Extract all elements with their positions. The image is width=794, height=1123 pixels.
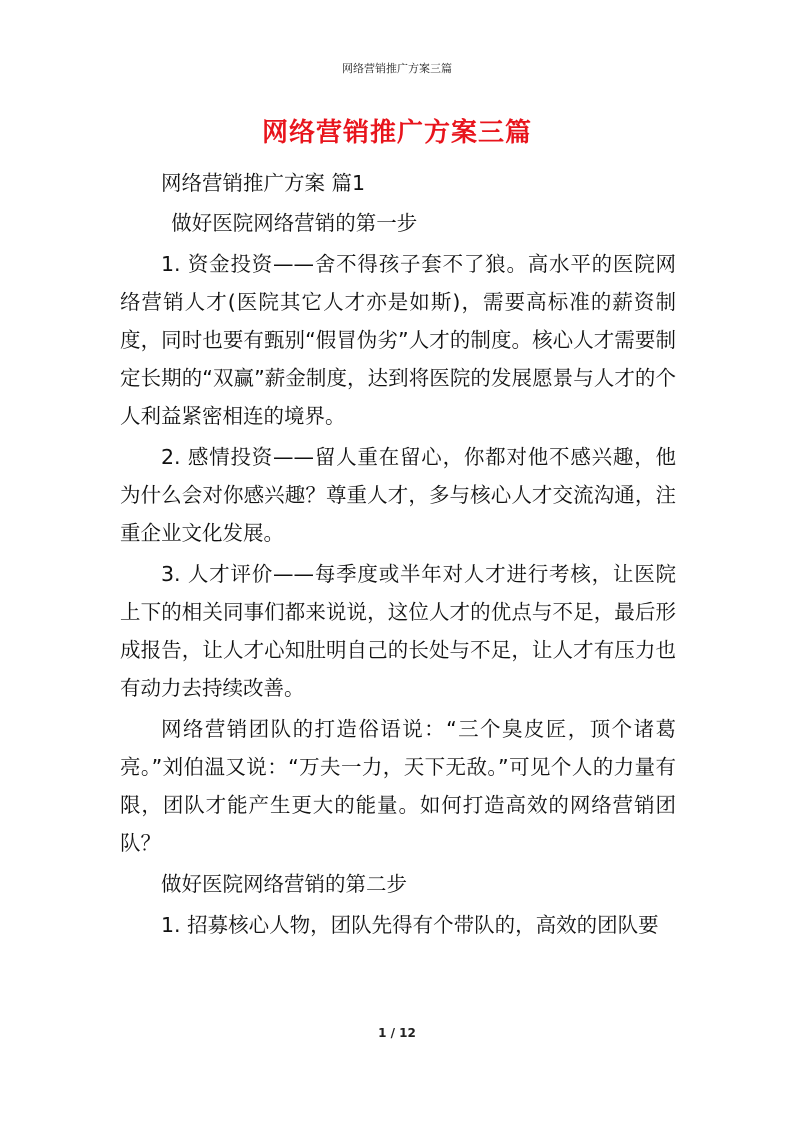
- body-paragraph: 网络营销团队的打造俗语说：“三个臭皮匠，顶个诸葛亮。”刘伯温又说：“万夫一力，天下无敌。”可见个人的力量有限，团队才能产生更大的能量。如何打造高效的网络营销团队？: [120, 717, 676, 855]
- document-body: [120, 164, 676, 944]
- section-heading: 网络营销推广方案 篇1: [161, 171, 366, 195]
- document-title: 网络营销推广方案三篇: [261, 118, 532, 148]
- step-heading: 做好医院网络营销的第二步: [161, 872, 407, 896]
- body-paragraph: 1. 资金投资——舍不得孩子套不了狼。高水平的医院网络营销人才(医院其它人才亦是如斯)，需要高标准的薪资制度，同时也要有甄别“假冒伪劣”人才的制度。核心人才需要制定长期的“双赢”薪金制度，达到将医院的发展愿景与人才的个人利益紧密相连的境界。: [120, 252, 676, 428]
- body-paragraph: 1. 招募核心人物，团队先得有个带队的，高效的团队要: [161, 913, 659, 937]
- running-header: 网络营销推广方案三篇: [342, 62, 452, 75]
- page-number: 1 / 12: [378, 1026, 416, 1040]
- step-heading: 做好医院网络营销的第一步: [171, 211, 418, 235]
- body-paragraph: 2. 感情投资——留人重在留心，你都对他不感兴趣，他为什么会对你感兴趣？尊重人才，多与核心人才交流沟通，注重企业文化发展。: [120, 445, 676, 545]
- body-paragraph: 3. 人才评价——每季度或半年对人才进行考核，让医院上下的相关同事们都来说说，这位人才的优点与不足，最后形成报告，让人才心知肚明自己的长处与不足，让人才有压力也有动力去持续改善。: [120, 562, 676, 700]
